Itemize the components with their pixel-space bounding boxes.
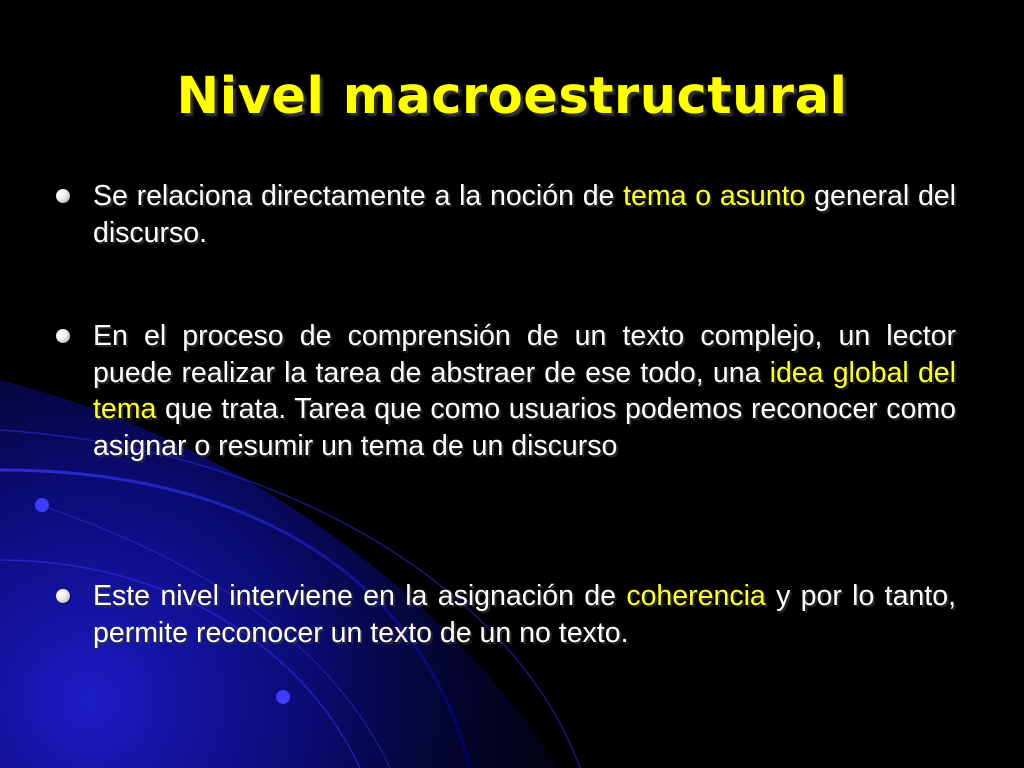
bullet-2 — [56, 318, 956, 464]
bullet-3 — [56, 578, 956, 651]
bullet-1-part-1: Se relaciona directamente a la noción de — [93, 180, 624, 212]
decor-dot-2 — [276, 690, 290, 704]
bullet-3-part-1: Este nivel interviene en la asignación de — [93, 580, 627, 612]
bullet-1 — [56, 178, 956, 251]
bullet-2-part-3: que trata. Tarea que como usuarios podemos reconocer como asignar o resumir un tema de un discurso — [93, 393, 956, 462]
bullet-dot-icon — [56, 189, 70, 203]
bullet-3-text — [93, 578, 956, 651]
bullet-1-part-3: general del discurso. — [93, 180, 956, 249]
slide-title: Nivel macroestructural — [176, 67, 848, 126]
bullet-3-part-3: y por lo tanto, permite reconocer un texto de un no texto. — [93, 580, 956, 649]
bullet-dot-icon — [56, 329, 70, 343]
bullet-1-text — [93, 178, 956, 251]
bullet-2-text — [93, 318, 956, 464]
bullet-dot-icon — [56, 589, 70, 603]
bullet-2-part-1: En el proceso de comprensión de un texto complejo, un lector puede realizar la tarea de abstraer de ese todo, una — [93, 320, 956, 389]
bullet-3-highlight: coherencia — [626, 580, 766, 612]
decor-dot-1 — [35, 498, 49, 512]
bullet-1-highlight: tema o asunto — [623, 180, 806, 212]
bullet-2-highlight: idea global del tema — [93, 356, 956, 425]
